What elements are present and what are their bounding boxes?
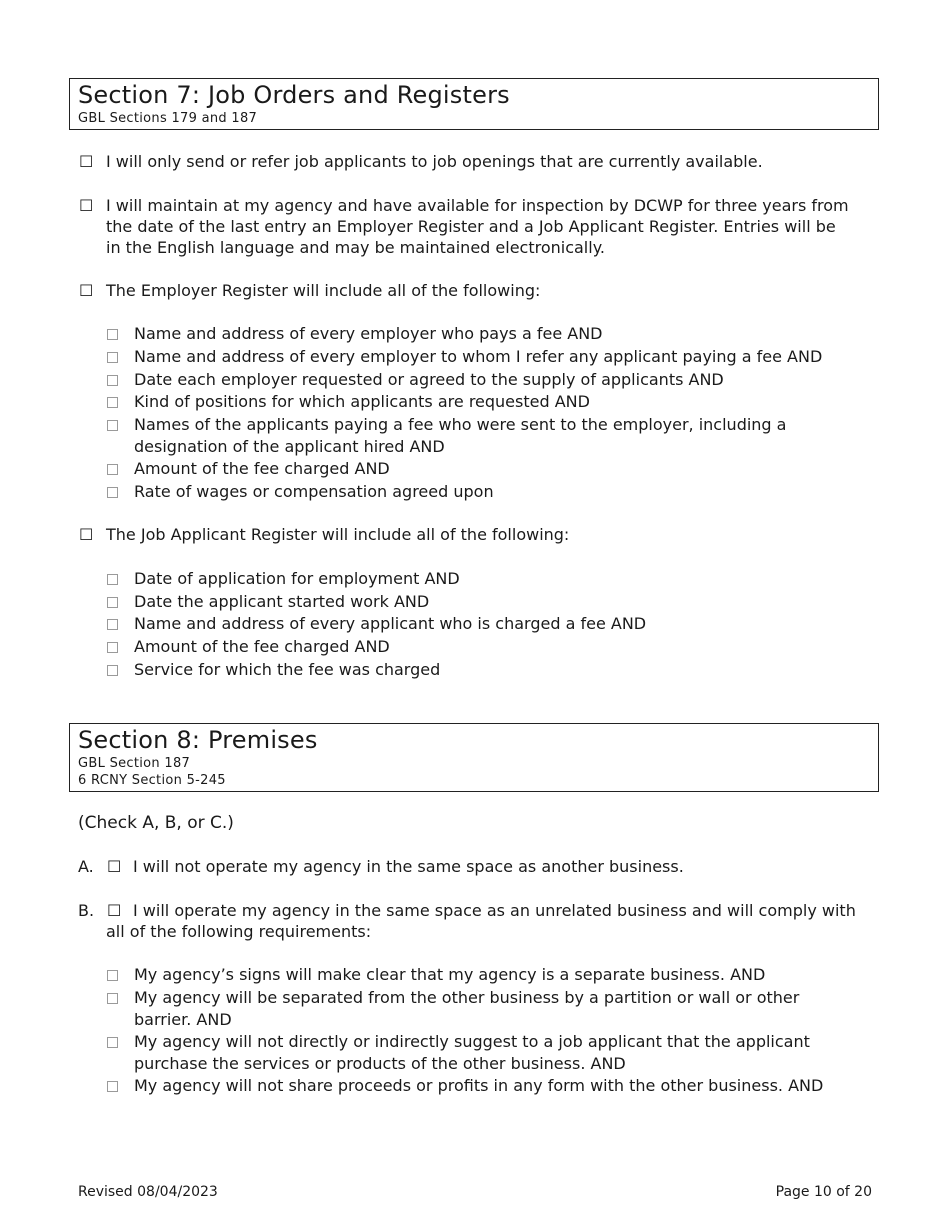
item-maintain-registers-line2: the date of the last entry an Employer Register and a Job Applicant Register. Entries will be bbox=[106, 217, 836, 236]
option-b-letter: B. bbox=[78, 901, 95, 920]
sub-checkbox-icon[interactable] bbox=[107, 487, 118, 498]
footer-revised-date: Revised 08/04/2023 bbox=[78, 1184, 218, 1200]
item-maintain-registers-line3: in the English language and may be maintained electronically. bbox=[106, 238, 605, 257]
checkbox-icon[interactable]: ☐ bbox=[79, 196, 94, 215]
sub-checkbox-icon[interactable] bbox=[107, 574, 118, 585]
applicant-register-item: Service for which the fee was charged bbox=[134, 660, 441, 679]
employer-register-item-cont: designation of the applicant hired AND bbox=[134, 437, 445, 456]
checkbox-option-b[interactable] bbox=[107, 900, 121, 921]
employer-register-item: Name and address of every employer who pays a fee AND bbox=[134, 324, 603, 343]
checkbox-icon[interactable]: ☐ bbox=[79, 152, 94, 171]
sub-checkbox-icon[interactable] bbox=[107, 1037, 118, 1048]
sub-checkbox-icon[interactable] bbox=[107, 597, 118, 608]
employer-register-item: Date each employer requested or agreed to the supply of applicants AND bbox=[134, 370, 724, 389]
checkbox-available-openings[interactable] bbox=[79, 151, 93, 172]
sub-checkbox-icon[interactable] bbox=[107, 642, 118, 653]
checkbox-option-a[interactable] bbox=[107, 856, 121, 877]
requirement-item: My agency will be separated from the other business by a partition or wall or other bbox=[134, 988, 800, 1007]
sub-checkbox-icon[interactable] bbox=[107, 420, 118, 431]
option-a-text: I will not operate my agency in the same space as another business. bbox=[133, 857, 684, 876]
sub-checkbox-icon[interactable] bbox=[107, 464, 118, 475]
employer-register-item: Name and address of every employer to whom I refer any applicant paying a fee AND bbox=[134, 347, 823, 366]
applicant-register-item: Name and address of every applicant who is charged a fee AND bbox=[134, 614, 647, 633]
checkbox-employer-register[interactable] bbox=[79, 280, 93, 301]
sub-checkbox-icon[interactable] bbox=[107, 665, 118, 676]
employer-register-item: Kind of positions for which applicants are requested AND bbox=[134, 392, 590, 411]
footer-page-number: Page 10 of 20 bbox=[775, 1184, 872, 1200]
sub-checkbox-icon[interactable] bbox=[107, 1081, 118, 1092]
item-available-openings: I will only send or refer job applicants to job openings that are currently available. bbox=[106, 152, 763, 171]
sub-checkbox-icon[interactable] bbox=[107, 397, 118, 408]
requirement-item: My agency will not share proceeds or profits in any form with the other business. AND bbox=[134, 1076, 824, 1095]
employer-register-item: Rate of wages or compensation agreed upon bbox=[134, 482, 494, 501]
section-8-title: Section 8: Premises bbox=[78, 726, 318, 754]
applicant-register-item: Date of application for employment AND bbox=[134, 569, 460, 588]
section-8-subtitle-rcny: 6 RCNY Section 5-245 bbox=[78, 773, 226, 788]
checkbox-icon[interactable]: ☐ bbox=[79, 281, 94, 300]
requirement-item-cont: barrier. AND bbox=[134, 1010, 232, 1029]
checkbox-icon[interactable]: ☐ bbox=[107, 857, 122, 876]
checkbox-icon[interactable]: ☐ bbox=[79, 525, 94, 544]
option-b-text-line1: I will operate my agency in the same space as an unrelated business and will comply with bbox=[133, 901, 856, 920]
requirement-item: My agency’s signs will make clear that my agency is a separate business. AND bbox=[134, 965, 766, 984]
sub-checkbox-icon[interactable] bbox=[107, 352, 118, 363]
section-8-header bbox=[69, 723, 879, 792]
requirement-item: My agency will not directly or indirectly suggest to a job applicant that the applicant bbox=[134, 1032, 810, 1051]
option-a-letter: A. bbox=[78, 857, 94, 876]
section-8-subtitle-gbl: GBL Section 187 bbox=[78, 756, 191, 771]
sub-checkbox-icon[interactable] bbox=[107, 619, 118, 630]
applicant-register-item: Date the applicant started work AND bbox=[134, 592, 430, 611]
sub-checkbox-icon[interactable] bbox=[107, 375, 118, 386]
section-7-header bbox=[69, 78, 879, 130]
section-7-subtitle: GBL Sections 179 and 187 bbox=[78, 111, 258, 126]
section-7-title: Section 7: Job Orders and Registers bbox=[78, 81, 510, 109]
item-applicant-register: The Job Applicant Register will include all of the following: bbox=[106, 525, 570, 544]
checkbox-icon[interactable]: ☐ bbox=[107, 901, 122, 920]
sub-checkbox-icon[interactable] bbox=[107, 970, 118, 981]
item-maintain-registers-line1: I will maintain at my agency and have available for inspection by DCWP for three years from bbox=[106, 196, 849, 215]
section-8-instruction: (Check A, B, or C.) bbox=[78, 813, 234, 833]
item-employer-register: The Employer Register will include all of the following: bbox=[106, 281, 541, 300]
checkbox-maintain-registers[interactable] bbox=[79, 195, 93, 216]
sub-checkbox-icon[interactable] bbox=[107, 329, 118, 340]
option-b-text-line2: all of the following requirements: bbox=[106, 922, 372, 941]
applicant-register-item: Amount of the fee charged AND bbox=[134, 637, 390, 656]
employer-register-item: Names of the applicants paying a fee who were sent to the employer, including a bbox=[134, 415, 787, 434]
requirement-item-cont: purchase the services or products of the other business. AND bbox=[134, 1054, 626, 1073]
sub-checkbox-icon[interactable] bbox=[107, 993, 118, 1004]
checkbox-applicant-register[interactable] bbox=[79, 524, 93, 545]
employer-register-item: Amount of the fee charged AND bbox=[134, 459, 390, 478]
